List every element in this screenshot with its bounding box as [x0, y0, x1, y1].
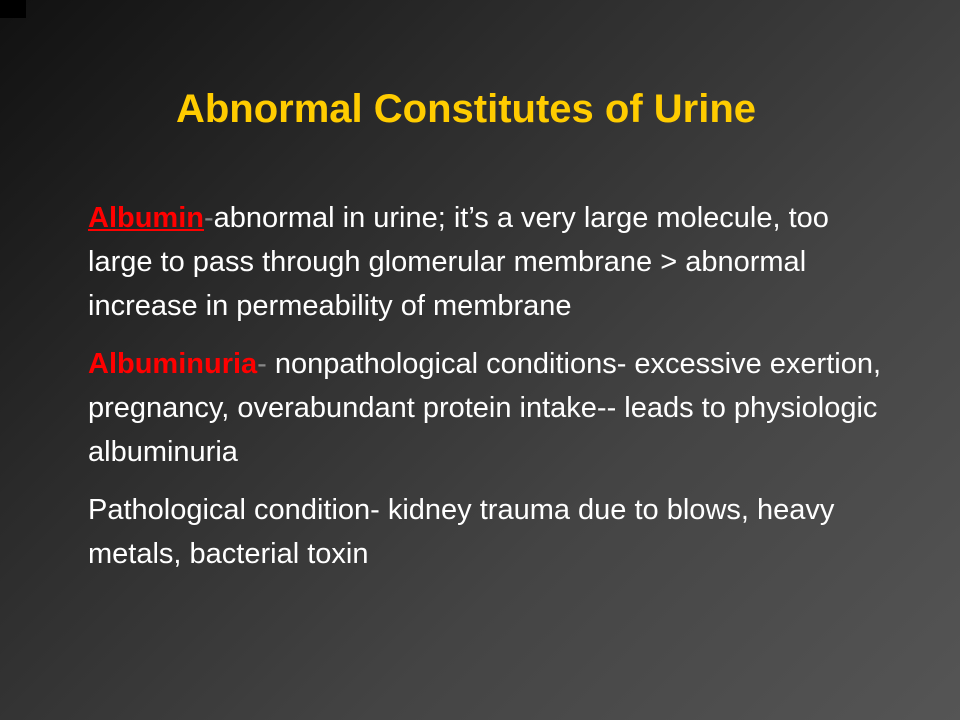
paragraph-text: Pathological condition- kidney trauma due to blows, heavy metals, bacterial toxin [88, 494, 835, 570]
corner-mark [0, 0, 26, 18]
slide-title: Abnormal Constitutes of Urine [175, 86, 757, 131]
term-albuminuria: Albuminuria [88, 348, 258, 380]
term-albumin: Albumin [88, 202, 204, 234]
slide-body [88, 196, 888, 590]
paragraph-albuminuria [88, 342, 888, 474]
paragraph-pathological [88, 488, 888, 576]
paragraph-albumin [88, 196, 888, 328]
paragraph-text: abnormal in urine; it’s a very large molecule, too large to pass through glomerular membrane > abnormal increase in permeability of membrane [88, 202, 829, 322]
paragraph-text: nonpathological conditions- excessive exertion, pregnancy, overabundant protein intake-- leads to physiologic albuminuria [88, 348, 882, 468]
term-separator: - [204, 202, 214, 234]
term-separator: - [257, 348, 275, 380]
